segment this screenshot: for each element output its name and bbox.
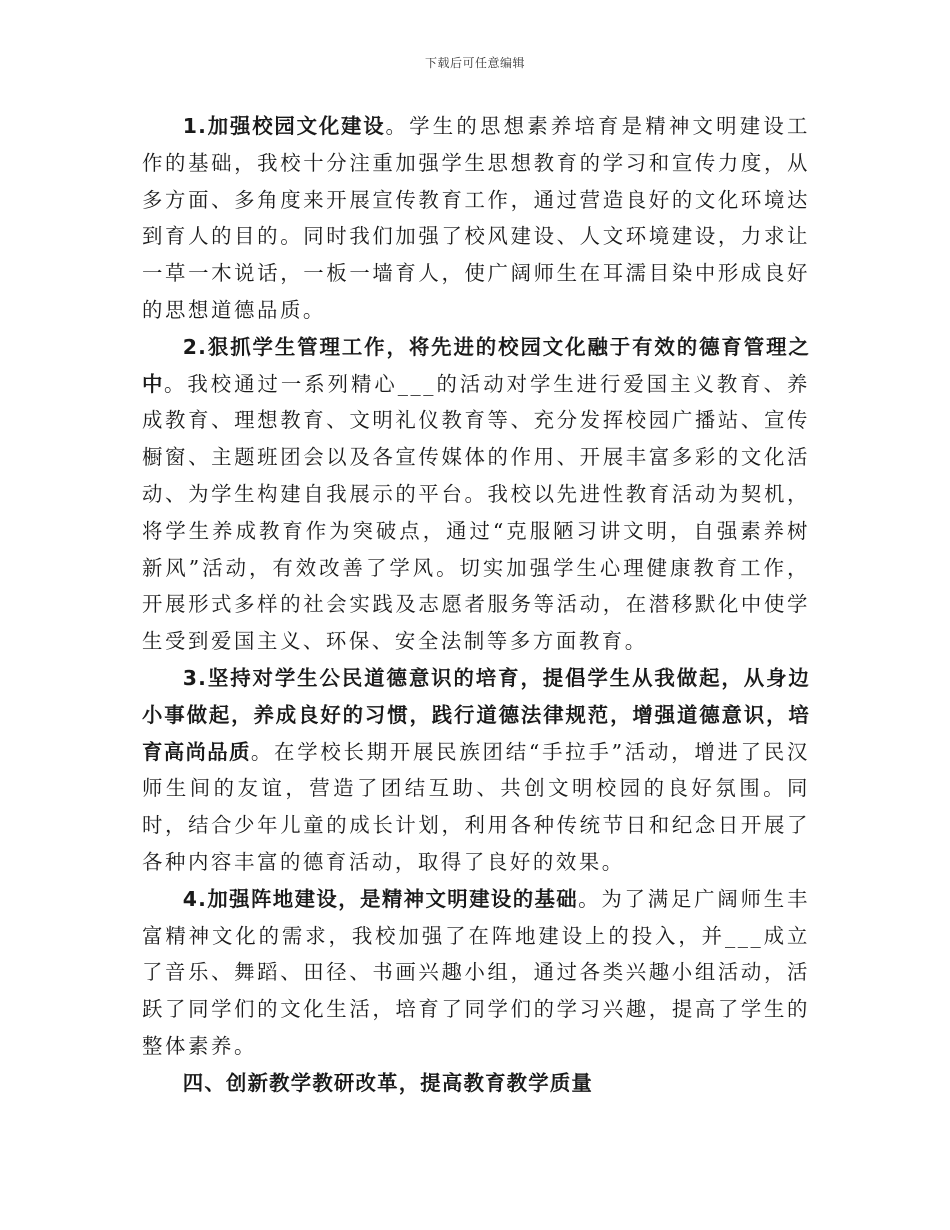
paragraph-lead: 4.加强阵地建设，是精神文明建设的基础: [182, 886, 579, 911]
paragraph-body: 。学生的思想素养培育是精神文明建设工作的基础，我校十分注重加强学生思想教育的学习和宣传力度，从多方面、多角度来开展宣传教育工作，通过营造良好的文化环境达到育人的目的。同时我们加强了校风建设、人文环境建设，力求让一草一木说话，一板一墙育人，使广阔师生在耳濡目染中形成良好的思想道德品质。: [142, 114, 810, 322]
paragraph-lead: 3.坚持对学生公民道德意识的培育，提倡学生从我做起，从身边小事做起，养成良好的习惯，践行道德法律规范，增强道德意识，培育高尚品质: [142, 665, 810, 764]
paragraph-body: 。在学校长期开展民族团结“手拉手”活动，增进了民汉师生间的友谊，营造了团结互助、共创文明校园的良好氛围。同时，结合少年儿童的成长计划，利用各种传统节日和纪念日开展了各种内容丰富的德育活动，取得了良好的效果。: [142, 739, 810, 874]
paragraph-lead: 2.狠抓学生管理工作，将先进的校园文化融于有效的德育管理之中: [142, 334, 810, 396]
paragraph-student-management: [142, 329, 810, 660]
paragraph-body: 。为了满足广阔师生丰富精神文化的需求，我校加强了在阵地建设上的投入，并___成立了音乐、舞蹈、田径、书画兴趣小组，通过各类兴趣小组活动，活跃了同学们的文化生活，培育了同学们的学习兴趣，提高了学生的整体素养。: [142, 886, 811, 1058]
paragraph-body: 。我校通过一系列精心___的活动对学生进行爱国主义教育、养成教育、理想教育、文明礼仪教育等、充分发挥校园广播站、宣传橱窗、主题班团会以及各宣传媒体的作用、开展丰富多彩的文化活动、为学生构建自我展示的平台。我校以先进性教育活动为契机，将学生养成教育作为突破点，通过“克服陋习讲文明，自强素养树新风”活动，有效改善了学风。切实加强学生心理健康教育工作，开展形式多样的社会实践及志愿者服务等活动，在潜移默化中使学生受到爱国主义、环保、安全法制等多方面教育。: [142, 371, 811, 654]
document-body: [142, 108, 810, 1102]
paragraph-campus-culture: [142, 108, 810, 329]
paragraph-civic-morality: [142, 660, 810, 881]
paragraph-facility-building: [142, 881, 810, 1065]
page-header: 下载后可任意编辑: [424, 56, 525, 70]
paragraph-lead: 1.加强校园文化建设: [182, 114, 386, 138]
section-heading: 四、创新教学教研改革，提高教育教学质量: [182, 1070, 594, 1095]
